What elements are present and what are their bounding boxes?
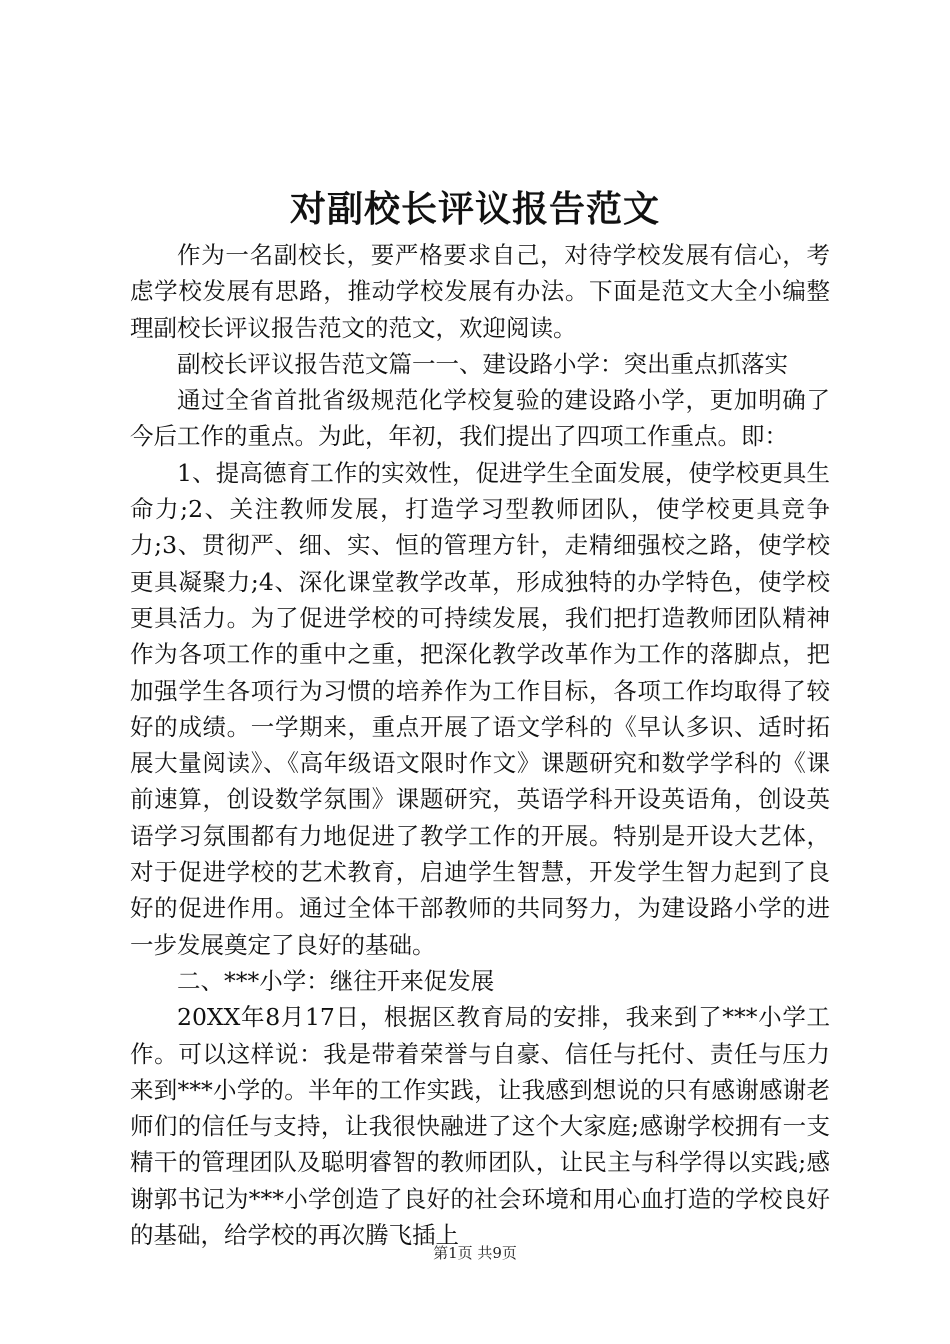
- document-body: [130, 237, 830, 1253]
- paragraph-section-2-heading: 二、***小学：继往开来促发展: [177, 966, 495, 995]
- paragraph-section-1-intro: 通过全省首批省级规范化学校复验的建设路小学，更加明确了今后工作的重点。为此，年初，我们提出了四项工作重点。即：: [130, 386, 830, 451]
- paragraph-intro: 作为一名副校长，要严格要求自己，对待学校发展有信心，考虑学校发展有思路，推动学校发展有办法。下面是范文大全小编整理副校长评议报告范文的范文，欢迎阅读。: [130, 241, 830, 342]
- paragraph-section-2-body: 20XX年8月17日，根据区教育局的安排，我来到了***小学工作。可以这样说：我是带着荣誉与自豪、信任与托付、责任与压力来到***小学的。半年的工作实践，让我感到想说的只有感谢感谢老师们的信任与支持，让我很快融进了这个大家庭;感谢学校拥有一支精干的管理团队及聪明睿智的教师团队，让民主与科学得以实践;感谢郭书记为***小学创造了良好的社会环境和用心血打造的学校良好的基础，给学校的再次腾飞插上: [130, 1003, 830, 1250]
- paragraph-section-1-heading: 副校长评议报告范文篇一一、建设路小学：突出重点抓落实: [177, 349, 788, 378]
- paragraph-section-1-body: 1、提高德育工作的实效性，促进学生全面发展，使学校更具生命力;2、关注教师发展，打造学习型教师团队，使学校更具竞争力;3、贯彻严、细、实、恒的管理方针，走精细强校之路，使学校更具凝聚力;4、深化课堂教学改革，形成独特的办学特色，使学校更具活力。为了促进学校的可持续发展，我们把打造教师团队精神作为各项工作的重中之重，把深化教学改革作为工作的落脚点，把加强学生各项行为习惯的培养作为工作目标，各项工作均取得了较好的成绩。一学期来，重点开展了语文学科的《早认多识、适时拓展大量阅读》、《高年级语文限时作文》课题研究和数学学科的《课前速算，创设数学氛围》课题研究，英语学科开设英语角，创设英语学习氛围都有力地促进了教学工作的开展。特别是开设大艺体，对于促进学校的艺术教育，启迪学生智慧，开发学生智力起到了良好的促进作用。通过全体干部教师的共同努力，为建设路小学的进一步发展奠定了良好的基础。: [130, 458, 830, 959]
- page-number-footer: 第1页 共9页: [433, 1244, 517, 1262]
- document-title: 对副校长评议报告范文: [289, 188, 660, 230]
